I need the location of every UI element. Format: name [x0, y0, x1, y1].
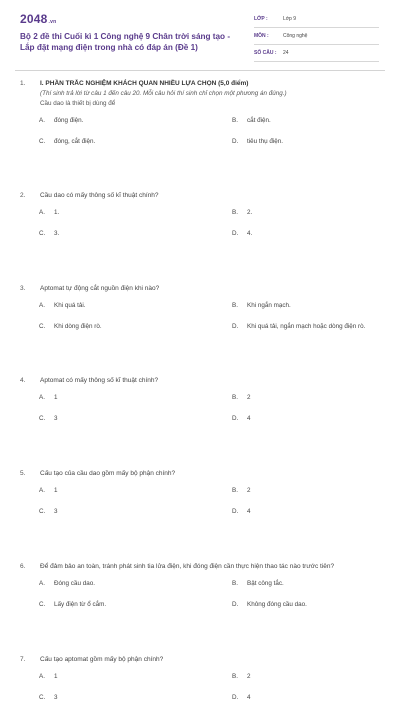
- answer-option[interactable]: [232, 137, 400, 147]
- answer-options: [39, 301, 380, 343]
- answer-option[interactable]: [232, 693, 400, 703]
- answer-options: [39, 393, 380, 435]
- answer-letter: A.: [39, 673, 45, 680]
- document-title: Bộ 2 đề thi Cuối kì 1 Công nghệ 9 Chân trời sáng tạo - Lắp đặt mạng điện trong nhà có đáp án (Đề 1): [20, 32, 231, 52]
- meta-label: LỚP :: [254, 16, 268, 22]
- answer-text: đóng điện.: [54, 117, 84, 124]
- meta-value[interactable]: Công nghệ: [283, 33, 308, 39]
- answer-text: 2: [247, 487, 251, 494]
- answer-text: Không đóng cầu dao.: [247, 601, 307, 608]
- question-text: Cấu tạo aptomat gồm mấy bộ phận chính?: [40, 656, 164, 663]
- answer-text: 4: [247, 415, 251, 422]
- answer-row: [39, 393, 380, 414]
- answer-text: 3.: [54, 230, 60, 237]
- answer-letter: C.: [39, 601, 46, 608]
- question-header: [20, 191, 380, 201]
- answer-option[interactable]: [39, 301, 207, 311]
- answer-letter: D.: [232, 694, 239, 701]
- answer-option[interactable]: [39, 579, 207, 589]
- section-heading: I. PHẦN TRẮC NGHIỆM KHÁCH QUAN NHIỀU LỰA CHỌN (5,0 điểm): [40, 80, 249, 87]
- answer-text: Lấy điện từ ổ cắm.: [54, 601, 107, 608]
- meta-row-question-count: [254, 46, 379, 62]
- answer-letter: D.: [232, 415, 239, 422]
- answer-text: đóng, cắt điện.: [54, 138, 96, 145]
- question-item: [20, 562, 380, 621]
- answer-row: [39, 579, 380, 600]
- answer-option[interactable]: [232, 301, 400, 311]
- answer-text: 1.: [54, 209, 60, 216]
- answer-letter: A.: [39, 394, 45, 401]
- page-header: [0, 0, 400, 64]
- answer-letter: C.: [39, 415, 46, 422]
- answer-text: 1: [54, 394, 58, 401]
- question-number: 1.: [20, 80, 26, 87]
- answer-text: 2: [247, 673, 251, 680]
- answer-text: 4: [247, 694, 251, 701]
- answer-text: cắt điện.: [247, 117, 271, 124]
- answer-text: 1: [54, 673, 58, 680]
- answer-letter: B.: [232, 580, 238, 587]
- answer-text: 1: [54, 487, 58, 494]
- question-header: [20, 79, 380, 89]
- meta-value: 24: [283, 50, 289, 56]
- answer-option[interactable]: [232, 507, 400, 517]
- answer-option[interactable]: [39, 600, 207, 610]
- question-text: Aptomat có mấy thông số kĩ thuật chính?: [40, 377, 159, 384]
- meta-row-class: [254, 12, 379, 28]
- answer-option[interactable]: [232, 393, 400, 403]
- answer-letter: D.: [232, 138, 239, 145]
- answer-row: [39, 486, 380, 507]
- answer-letter: A.: [39, 209, 45, 216]
- answer-option[interactable]: [232, 579, 400, 589]
- answer-options: [39, 486, 380, 528]
- answer-option[interactable]: [39, 137, 207, 147]
- answer-row: [39, 229, 380, 250]
- answer-letter: C.: [39, 138, 46, 145]
- question-item: [20, 469, 380, 528]
- question-item: [20, 284, 380, 343]
- answer-letter: B.: [232, 117, 238, 124]
- answer-option[interactable]: [39, 208, 207, 218]
- answer-row: [39, 322, 380, 343]
- section-instructions: (Thí sinh trả lời từ câu 1 đến câu 20. Mỗi câu hỏi thí sinh chỉ chọn một phương án đúng.): [40, 90, 287, 97]
- question-number: 6.: [20, 563, 26, 570]
- answer-letter: B.: [232, 302, 238, 309]
- question-number: 3.: [20, 285, 26, 292]
- answer-letter: A.: [39, 117, 45, 124]
- answer-letter: A.: [39, 487, 45, 494]
- answer-options: [39, 116, 380, 158]
- answer-row: [39, 693, 380, 714]
- question-item: [20, 655, 380, 714]
- answer-option[interactable]: [39, 116, 207, 126]
- answer-letter: C.: [39, 694, 46, 701]
- answer-letter: D.: [232, 508, 239, 515]
- question-item: [20, 79, 380, 158]
- answer-text: 4: [247, 508, 251, 515]
- answer-options: [39, 672, 380, 714]
- question-header: [20, 655, 380, 665]
- answer-option[interactable]: [39, 672, 207, 682]
- question-header: [20, 284, 380, 294]
- answer-option[interactable]: [232, 672, 400, 682]
- answer-letter: B.: [232, 209, 238, 216]
- answer-text: 3: [54, 415, 58, 422]
- answer-row: [39, 672, 380, 693]
- answer-option[interactable]: [232, 116, 400, 126]
- question-header: [20, 562, 380, 572]
- question-number: 7.: [20, 656, 26, 663]
- answer-letter: A.: [39, 580, 45, 587]
- answer-option[interactable]: [232, 414, 400, 424]
- question-text: Cầu dao là thiết bị dùng để: [40, 100, 116, 107]
- answer-text: 3: [54, 508, 58, 515]
- answer-letter: A.: [39, 302, 45, 309]
- answer-text: Khi ngắn mạch.: [247, 302, 291, 309]
- answer-text: 4.: [247, 230, 253, 237]
- answer-option[interactable]: [232, 600, 400, 610]
- answer-text: Khi quá tải.: [54, 302, 86, 309]
- answer-letter: D.: [232, 323, 239, 330]
- question-header: [20, 376, 380, 386]
- answer-option[interactable]: [232, 322, 400, 332]
- meta-label: SỐ CÂU :: [254, 50, 277, 56]
- answer-option[interactable]: [39, 414, 207, 424]
- answer-text: Bật công tắc.: [247, 580, 284, 587]
- answer-option[interactable]: [232, 486, 400, 496]
- answer-option[interactable]: [232, 208, 400, 218]
- question-item: [20, 191, 380, 250]
- header-divider: [15, 70, 385, 71]
- answer-options: [39, 208, 380, 250]
- question-number: 2.: [20, 192, 26, 199]
- answer-options: [39, 579, 380, 621]
- answer-letter: C.: [39, 323, 46, 330]
- answer-text: 3: [54, 694, 58, 701]
- answer-letter: C.: [39, 230, 46, 237]
- answer-row: [39, 208, 380, 229]
- question-number: 5.: [20, 470, 26, 477]
- answer-option[interactable]: [232, 229, 400, 239]
- question-number: 4.: [20, 377, 26, 384]
- meta-value[interactable]: Lớp 9: [283, 16, 297, 22]
- meta-row-subject: [254, 29, 379, 45]
- question-text: Để đảm bảo an toàn, tránh phát sinh tia lửa điện, khi đóng điện cần thực hiện thao tác nào trước tiên?: [40, 563, 335, 570]
- answer-option[interactable]: [39, 393, 207, 403]
- answer-letter: C.: [39, 508, 46, 515]
- answer-row: [39, 414, 380, 435]
- answer-letter: B.: [232, 394, 238, 401]
- question-text: Cầu dao có mấy thông số kĩ thuật chính?: [40, 192, 159, 199]
- logo-text: 2048: [20, 12, 48, 26]
- question-text: Cấu tạo của cầu dao gồm mấy bộ phận chính?: [40, 470, 176, 477]
- answer-row: [39, 116, 380, 137]
- exam-meta: [254, 12, 379, 63]
- answer-letter: B.: [232, 673, 238, 680]
- answer-text: Khi quá tải, ngắn mạch hoặc dòng điện rò.: [247, 323, 366, 330]
- site-logo[interactable]: [20, 12, 56, 26]
- answer-text: tiêu thụ điện.: [247, 138, 284, 145]
- question-header: [20, 469, 380, 479]
- answer-letter: D.: [232, 230, 239, 237]
- answer-row: [39, 507, 380, 528]
- question-list: [0, 79, 400, 714]
- answer-letter: B.: [232, 487, 238, 494]
- answer-letter: D.: [232, 601, 239, 608]
- answer-option[interactable]: [39, 507, 207, 517]
- answer-option[interactable]: [39, 693, 207, 703]
- answer-text: Đóng cầu dao.: [54, 580, 95, 587]
- answer-text: Khi dòng điện rò.: [54, 323, 102, 330]
- question-text: Aptomat tự động cắt nguồn điện khi nào?: [40, 285, 160, 292]
- answer-row: [39, 137, 380, 158]
- answer-text: 2.: [247, 209, 253, 216]
- answer-text: 2: [247, 394, 251, 401]
- meta-label: MÔN :: [254, 33, 269, 39]
- question-item: [20, 376, 380, 435]
- answer-option[interactable]: [39, 322, 207, 332]
- logo-suffix: .vn: [48, 19, 57, 25]
- answer-row: [39, 600, 380, 621]
- answer-row: [39, 301, 380, 322]
- answer-option[interactable]: [39, 486, 207, 496]
- answer-option[interactable]: [39, 229, 207, 239]
